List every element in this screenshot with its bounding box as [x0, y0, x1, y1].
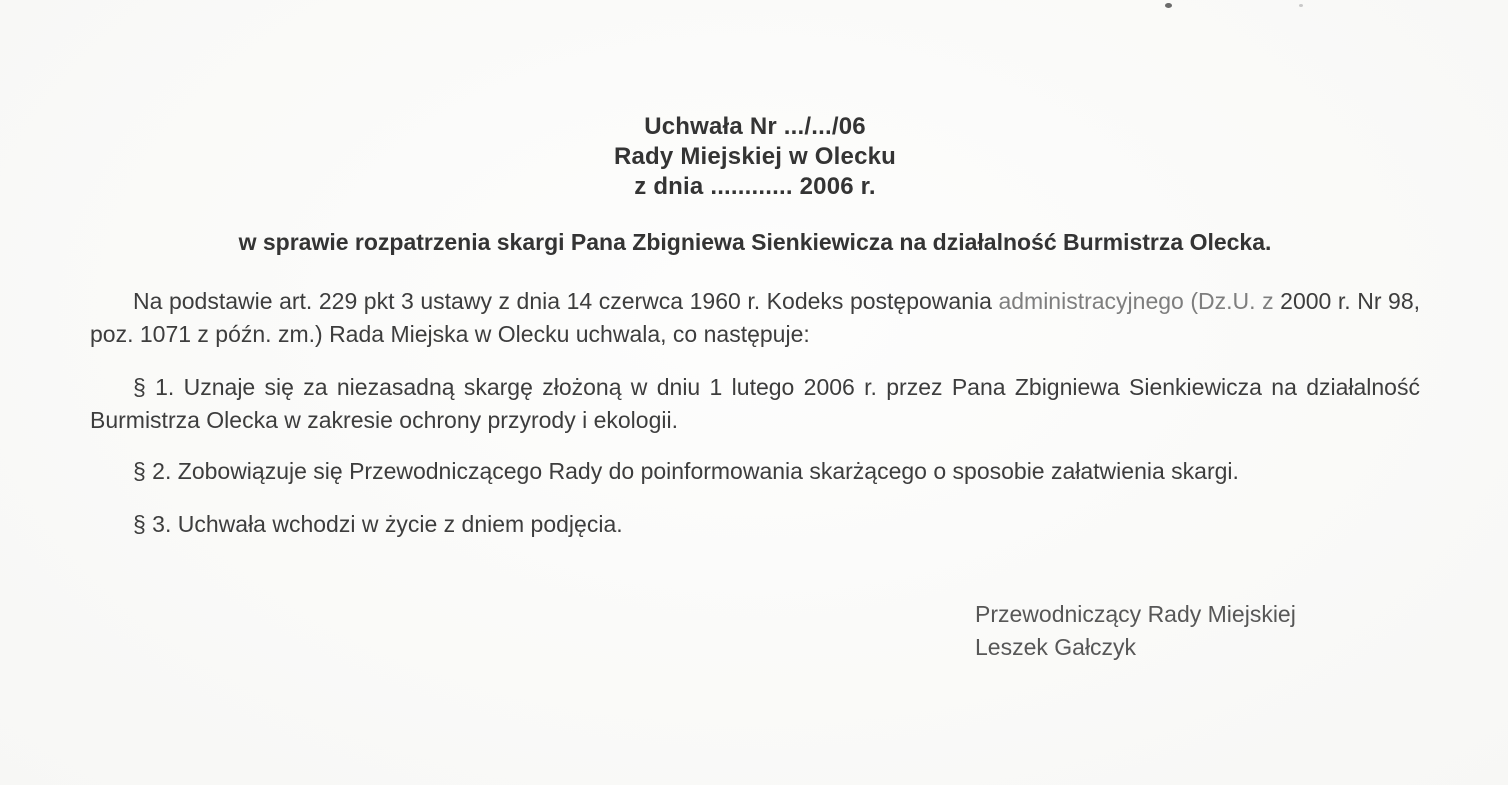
- legal-basis-text-2: 2000 r. Nr 98, poz. 1071 z późn. zm.) Rada Miejska w Olecku uchwala, co następuje:: [90, 288, 1421, 347]
- legal-basis-text-faded: administracyjnego (Dz.U. z: [998, 288, 1281, 314]
- section-text: Uznaje się za niezasadną skargę złożoną w dniu 1 lutego 2006 r. przez Pana Zbigniewa Sienkiewicza na działalność Burmistrza Olecka w zakresie ochrony przyrody i ekologii.: [90, 374, 1420, 433]
- resolution-subject: w sprawie rozpatrzenia skargi Pana Zbigniewa Sienkiewicza na działalność Burmistrza Olecka.: [238, 229, 1272, 255]
- section-label: § 3.: [133, 511, 172, 537]
- section-text: Zobowiązuje się Przewodniczącego Rady do poinformowania skarżącego o sposobie załatwienia skargi.: [171, 458, 1239, 484]
- section-paragraph-2: [90, 455, 1420, 488]
- section-label: § 1.: [133, 374, 175, 400]
- section-label: § 2.: [133, 458, 172, 484]
- signatory-name: Leszek Gałczyk: [975, 634, 1137, 660]
- signatory-title: Przewodniczący Rady Miejskiej: [975, 601, 1296, 627]
- council-name-line: Rady Miejskiej w Olecku: [613, 143, 897, 170]
- section-text: Uchwała wchodzi w życie z dniem podjęcia.: [171, 511, 623, 537]
- section-paragraph-3: [90, 508, 1420, 541]
- resolution-date-line: z dnia ............ 2006 r.: [634, 173, 876, 200]
- resolution-header: [90, 0, 1420, 202]
- document-content: [90, 0, 1420, 541]
- legal-basis-paragraph: [90, 285, 1420, 351]
- section-paragraph-1: [90, 371, 1420, 437]
- legal-basis-text-1: Na podstawie art. 229 pkt 3 ustawy z dnia 14 czerwca 1960 r. Kodeks postępowania: [133, 288, 999, 314]
- resolution-number-line: Uchwała Nr .../.../06: [644, 113, 866, 140]
- signature-block: [975, 598, 1296, 664]
